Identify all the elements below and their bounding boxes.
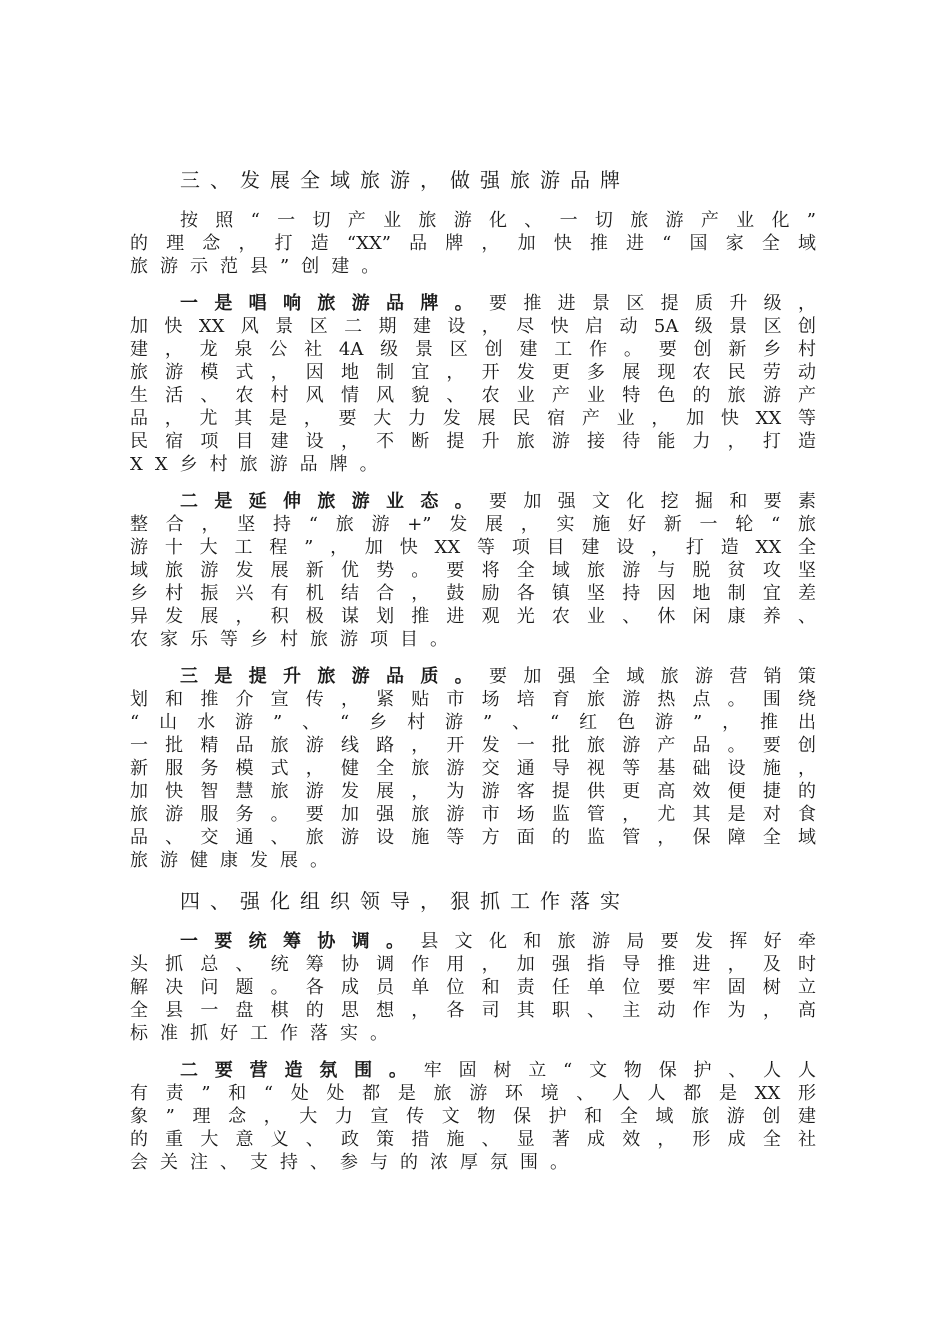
section-heading-3: 三、发展全域旅游，做强旅游品牌 xyxy=(180,168,630,192)
text-line: 全县一盘棋的思想，各司其职、主动作为，高 xyxy=(130,1000,816,1021)
text-line: “山水游”、“乡村游”、“红色游”，推出 xyxy=(130,712,816,733)
text-line: 一批精品旅游线路，开发一批旅游产品。要创 xyxy=(130,735,816,756)
text-line: 加快智慧旅游发展，为游客提供更高效便捷的 xyxy=(130,781,816,802)
text-line: 按照“一切产业旅游化、一切旅游产业化” xyxy=(180,210,816,231)
text-line: 象”理念，大力宣传文物保护和全域旅游创建 xyxy=(130,1106,816,1127)
text-line: 旅游健康发展。 xyxy=(130,850,340,871)
text-line: 品，尤其是，要大力发展民宿产业，加快XX等 xyxy=(130,408,816,429)
text-line: 解决问题。各成员单位和责任单位要牢固树立 xyxy=(130,977,816,998)
text-line: 异发展，积极谋划推进观光农业、休闲康养、 xyxy=(130,606,816,627)
document-page xyxy=(130,165,816,1188)
text-line: 建，龙泉公社4A级景区创建工作。要创新乡村 xyxy=(130,339,816,360)
intro-paragraph xyxy=(130,209,816,278)
paragraph-atmosphere xyxy=(130,1059,816,1174)
paragraph-lead: 三是提升旅游品质。 xyxy=(180,666,489,687)
text-line: 农家乐等乡村旅游项目。 xyxy=(130,629,460,650)
text-line xyxy=(130,292,816,315)
text-line: 乡村振兴有机结合，鼓励各镇坚持因地制宜差 xyxy=(130,583,816,604)
text-line: 加快XX风景区二期建设，尽快启动5A级景区创 xyxy=(130,316,816,337)
paragraph-business xyxy=(130,490,816,651)
text-line: 民宿项目建设，不断提升旅游接待能力，打造 xyxy=(130,431,816,452)
text-line xyxy=(130,490,816,513)
text-line: 游十大工程”，加快XX等项目建设，打造XX全 xyxy=(130,537,816,558)
text-line: XX乡村旅游品牌。 xyxy=(130,454,390,475)
text-line: 整合，坚持“旅游+”发展，实施好新一轮“旅 xyxy=(130,514,816,535)
line-text: 县文化和旅游局要发挥好牵 xyxy=(420,931,816,952)
text-line: 标准抓好工作落实。 xyxy=(130,1023,400,1044)
text-line: 域旅游发展新优势。要将全域旅游与脱贫攻坚 xyxy=(130,560,816,581)
paragraph-lead: 一是唱响旅游品牌。 xyxy=(180,293,489,314)
paragraph-lead: 一要统筹协调。 xyxy=(180,931,421,952)
text-line: 旅游模式，因地制宜，开发更多展现农民劳动 xyxy=(130,362,816,383)
paragraph-lead: 二是延伸旅游业态。 xyxy=(180,491,489,512)
section-heading-4: 四、强化组织领导，狠抓工作落实 xyxy=(180,889,630,913)
text-line: 生活、农村风情风貌、农业产业特色的旅游产 xyxy=(130,385,816,406)
line-text: 要推进景区提质升级， xyxy=(489,293,816,314)
text-line xyxy=(130,1059,816,1082)
line-text: 牢固树立“文物保护、人人 xyxy=(423,1060,816,1081)
text-line: 的重大意义、政策措施、显著成效，形成全社 xyxy=(130,1129,816,1150)
paragraph-coordination xyxy=(130,930,816,1045)
text-line: 的理念，打造“XX”品牌，加快推进“国家全域 xyxy=(130,233,816,254)
paragraph-brand xyxy=(130,292,816,476)
text-line xyxy=(130,665,816,688)
text-line: 旅游示范县”创建。 xyxy=(130,256,392,277)
text-line: 头抓总、统筹协调作用，加强指导推进，及时 xyxy=(130,954,816,975)
text-line: 旅游服务。要加强旅游市场监管，尤其是对食 xyxy=(130,804,816,825)
paragraph-quality xyxy=(130,665,816,872)
paragraph-lead: 二要营造氛围。 xyxy=(180,1060,424,1081)
text-line: 品、交通、旅游设施等方面的监管，保障全域 xyxy=(130,827,816,848)
line-text: 要加强全域旅游营销策 xyxy=(489,666,816,687)
text-line xyxy=(130,930,816,953)
text-line: 划和推介宣传，紧贴市场培育旅游热点。围绕 xyxy=(130,689,816,710)
text-line: 有责”和“处处都是旅游环境、人人都是XX形 xyxy=(130,1083,816,1104)
text-line: 新服务模式，健全旅游交通导视等基础设施， xyxy=(130,758,816,779)
line-text: 要加强文化挖掘和要素 xyxy=(489,491,816,512)
text-line: 会关注、支持、参与的浓厚氛围。 xyxy=(130,1152,580,1173)
